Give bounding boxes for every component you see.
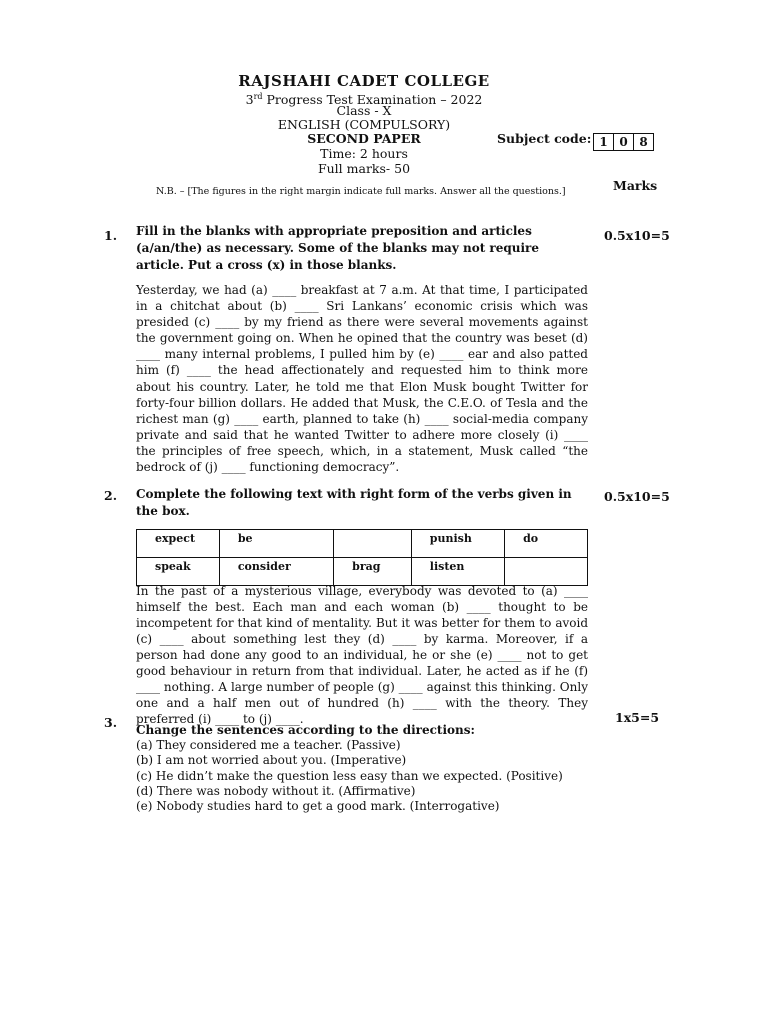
q3-item: (e) Nobody studies hard to get a good mark. (Interrogative) <box>136 799 500 814</box>
q3-number: 3. <box>104 715 118 730</box>
verb-cell: be <box>219 530 333 558</box>
q3-item: (b) I am not worried about you. (Imperative) <box>136 753 407 768</box>
q2-instruction: Complete the following text with right form of the verbs given in the box. <box>136 487 572 518</box>
nb-note: N.B. – [The figures in the right margin indicate full marks. Answer all the questions.] <box>156 186 566 197</box>
q1-marks: 0.5x10=5 <box>604 228 670 243</box>
verb-cell: expect <box>137 530 220 558</box>
subject-line: ENGLISH (COMPULSORY) <box>277 117 451 132</box>
college-name: RAJSHAHI CADET COLLEGE <box>238 72 490 90</box>
q2-marks: 0.5x10=5 <box>604 489 670 504</box>
verb-cell: listen <box>411 558 504 586</box>
subject-code-box <box>593 133 654 151</box>
paper-line: SECOND PAPER <box>307 131 421 146</box>
q1-passage: Yesterday, we had (a) ____ breakfast at 7 a.m. At that time, I participated in a chitchat about (b) ____ Sri Lankans’ economic crisis which was presided (c) ____ by my friend as there were several movements against the government going on. When he opined that the country was beset (d) ____ many internal problems, I pulled him by (e) ____ ear and also patted him (f) ____ the head affectionately and requested him to think more about his country. Later, he told me that Elon Musk bought Twitter for forty-four billion dollars. He added that Musk, the C.E.O. of Tesla and the richest man (g) ____ earth, planned to take (h) ____ social-media company private and said that he wanted Twitter to adhere more closely (i) ____ the principles of free speech, which, in a statement, Musk called “the bedrock of (j) ____ functioning democracy”. <box>136 283 588 475</box>
q3-item: (d) There was nobody without it. (Affirmative) <box>136 783 416 798</box>
verb-box-row <box>137 558 588 586</box>
q2-number: 2. <box>104 488 118 503</box>
verb-cell <box>505 558 588 586</box>
verb-cell: brag <box>334 558 412 586</box>
subject-code-digit: 8 <box>639 135 648 149</box>
q2-passage: In the past of a mysterious village, everybody was devoted to (a) ____ himself the best. Each man and each woman (b) ____ thought to be incompetent for that kind of mentality. But it was better for them to avoid (c) ____ about something lest they (d) ____ by karma. Moreover, if a person had done any good to an individual, he or she (e) ____ not to get good behaviour in return from that individual. Later, he acted as if he (f) ____ nothing. A large number of people (g) ____ against this thinking. Only one and a half men out of hundred (h) ____ with the theory. They preferred (i) ____ to (j) ____. <box>136 584 588 726</box>
verb-box <box>136 529 588 586</box>
time-line: Time: 2 hours <box>320 146 408 161</box>
q3-item: (a) They considered me a teacher. (Passive) <box>136 738 401 752</box>
exam-title-text: Progress Test Examination – 2022 <box>262 92 483 108</box>
subject-code-digit: 0 <box>614 134 634 150</box>
verb-cell: speak <box>137 558 220 586</box>
subject-code-label: Subject code: <box>497 131 592 146</box>
exam-ordinal-suffix: rd <box>253 92 263 101</box>
q1-instruction: Fill in the blanks with appropriate preposition and articles (a/an/the) as necessary. Some of the blanks may not require article. Put a cross (x) in those blanks. <box>136 224 540 272</box>
full-marks-line: Full marks- 50 <box>317 161 411 176</box>
verb-cell: consider <box>219 558 333 586</box>
q3-items <box>136 738 596 814</box>
q1-number: 1. <box>104 228 118 243</box>
subject-code-digit: 1 <box>594 134 614 150</box>
marks-heading: Marks <box>613 178 658 193</box>
verb-box-row <box>137 530 588 558</box>
q3-instruction: Change the sentences according to the directions: <box>136 723 475 737</box>
exam-ordinal: 3 <box>245 92 254 108</box>
q3-marks: 1x5=5 <box>615 710 660 725</box>
verb-cell: punish <box>411 530 504 558</box>
verb-cell <box>334 530 412 558</box>
verb-cell: do <box>505 530 588 558</box>
class-line: Class - X <box>336 103 392 118</box>
q3-item: (c) He didn’t make the question less easy than we expected. (Positive) <box>136 768 563 783</box>
